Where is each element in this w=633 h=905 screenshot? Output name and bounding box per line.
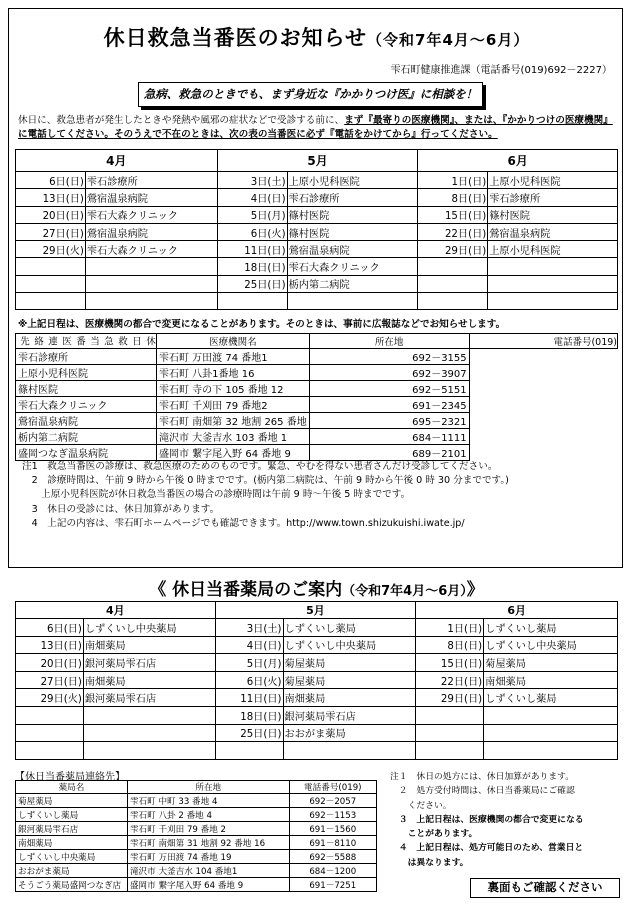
date-cell: 1日(日) [418, 172, 488, 189]
address: 雫石町 中町 33 番地 4 [127, 794, 289, 808]
facility-cell: 雫石大森クリニック [85, 206, 217, 223]
facility-cell: 篠村医院 [488, 206, 618, 223]
table-row [16, 836, 377, 850]
table-row [16, 258, 618, 275]
facility-cell: しずくいし薬局 [484, 689, 618, 707]
doctor-contact-table [15, 333, 618, 461]
date-cell: 3日(土) [217, 172, 287, 189]
table-row [16, 619, 618, 637]
doctor-schedule-table [15, 149, 618, 310]
facility-cell: しずくいし中央薬局 [283, 636, 416, 654]
facility-cell [85, 258, 217, 275]
date-cell: 18日(日) [215, 706, 283, 724]
facility-cell [85, 293, 217, 310]
date-cell: 25日(日) [215, 724, 283, 742]
facility-cell: 鶯宿温泉病院 [85, 189, 217, 206]
date-cell: 11日(日) [217, 241, 287, 258]
address: 雫石町 千刈田 79 番地 2 [127, 822, 289, 836]
table-row [16, 397, 618, 413]
table-row [16, 206, 618, 223]
pharmacy-notes [390, 770, 620, 870]
date-cell: 5日(月) [217, 206, 287, 223]
date-cell: 20日(日) [16, 654, 84, 672]
date-cell: 5日(月) [215, 654, 283, 672]
phone: 691－2345 [309, 397, 469, 413]
pharmacy-contact-table [15, 780, 377, 892]
date-cell: 1日(日) [416, 619, 484, 637]
date-cell: 27日(日) [16, 223, 86, 240]
address: 雫石町 寺の下 105 番地 12 [157, 381, 310, 397]
address: 雫石町 万田渡 74 番地1 [157, 349, 310, 365]
note-line: 4 上記の内容は、雫石町ホームページでも確認できます。http://www.town.shizukuishi.iwate.jp/ [22, 517, 465, 529]
month-header: 6月 [418, 150, 618, 172]
date-cell: 3日(土) [215, 619, 283, 637]
table-row [16, 445, 618, 461]
pharmacy-title: 《 休日当番薬局のご案内（令和7年4月～6月）》 [149, 580, 484, 600]
phone: 691－1560 [289, 822, 376, 836]
date-cell: 29日(火) [16, 241, 86, 258]
address: 雫石町 八卦 2 番地 4 [127, 808, 289, 822]
note-line: 2 診療時間は、午前 9 時から午後 0 時までです。(栃内第二病院は、午前 9 時から午後 0 時 30 分までです。) [22, 475, 509, 487]
date-cell: 15日(日) [418, 206, 488, 223]
col-header: 薬局名 [16, 781, 128, 794]
phone: 692－2057 [289, 794, 376, 808]
phone: 692－1153 [289, 808, 376, 822]
intro-text: 休日に、救急患者が発生したときや発熱や風邪の症状などで受診する前に、まず『最寄りの医療機関』、または、『かかりつけの医療機関』に電話してください。そのうえで不在のときは、次の表の当番医に必ず『電話をかけてから』行ってください。 [18, 115, 613, 140]
facility-cell: 南畑薬局 [83, 671, 215, 689]
facility-name: 雫石診療所 [16, 349, 157, 365]
note-line: 注１ 休日の処方には、休日加算があります。 [390, 772, 575, 782]
date-cell: 20日(日) [16, 206, 86, 223]
phone: 692－3907 [309, 365, 469, 381]
phone: 691－7251 [289, 878, 376, 892]
facility-cell [484, 706, 618, 724]
facility-name: 盛岡つなぎ温泉病院 [16, 445, 157, 461]
month-header: 4月 [16, 602, 216, 619]
facility-cell: しずくいし薬局 [283, 619, 416, 637]
date-cell: 29日(日) [418, 241, 488, 258]
note-line: ください。 [390, 800, 452, 811]
note-line: ことがあります。 [390, 829, 478, 840]
facility-name: 栃内第二病院 [16, 429, 157, 445]
facility-cell: 雫石大森クリニック [287, 258, 418, 275]
facility-cell: 菊屋薬局 [283, 654, 416, 672]
date-cell: 13日(日) [16, 189, 86, 206]
table-row [16, 654, 618, 672]
date-cell: 4日(日) [215, 636, 283, 654]
table-row [16, 349, 618, 365]
table-row [16, 381, 618, 397]
pharmacy-name: しずくいし薬局 [16, 808, 128, 822]
date-cell [16, 293, 86, 310]
note-line: 注1 救急当番医の診療は、救急医療のためのものです。緊急、やむを得ない患者さんだけ受診してください。 [22, 461, 498, 472]
date-cell [16, 275, 86, 292]
note-line: ４ 上記日程は、処方可能日のため、営業日と [390, 843, 584, 854]
date-cell: 8日(日) [416, 636, 484, 654]
address: 雫石町 南畑第 32 地割 265 番地 [157, 413, 310, 429]
note-line: ２ 処方受付時間は、休日当番薬局にご確認 [390, 786, 575, 797]
facility-cell: 菊屋薬局 [484, 654, 618, 672]
date-cell: 15日(日) [416, 654, 484, 672]
phone: 692－5588 [289, 850, 376, 864]
pharmacy-name: おおがま薬局 [16, 864, 128, 878]
facility-cell: 栃内第二病院 [287, 275, 418, 292]
facility-cell: 上原小児科医院 [287, 172, 418, 189]
address: 盛岡市 繋字尾入野 64 番地 9 [127, 878, 289, 892]
date-cell [16, 724, 84, 742]
date-cell: 4日(日) [217, 189, 287, 206]
date-cell: 18日(日) [217, 258, 287, 275]
facility-cell [488, 293, 618, 310]
table-row [16, 365, 618, 381]
facility-cell [83, 742, 215, 760]
facility-cell [83, 724, 215, 742]
table-row [16, 878, 377, 892]
facility-cell: 雫石診療所 [85, 172, 217, 189]
address: 滝沢市 大釜吉水 104 番地1 [127, 864, 289, 878]
pharmacy-name: 銀河薬局雫石店 [16, 822, 128, 836]
date-cell: 6日(火) [217, 223, 287, 240]
month-header: 5月 [215, 602, 416, 619]
col-header: 医療機関名 [157, 334, 310, 349]
facility-cell [287, 293, 418, 310]
facility-name: 鶯宿温泉病院 [16, 413, 157, 429]
facility-cell: 上原小児科医院 [488, 241, 618, 258]
doctor-notes [22, 460, 612, 531]
slogan-banner: 急病、救急のときでも、まず身近な『かかりつけ医』に相談を！ [138, 82, 483, 107]
pharmacy-schedule-table [15, 601, 618, 760]
note-line: 3 休日の受診には、休日加算があります。 [22, 503, 220, 515]
table-row [16, 241, 618, 258]
facility-cell: 銀河薬局雫石店 [83, 654, 215, 672]
pharmacy-name: そうごう薬局盛岡つなぎ店 [16, 878, 128, 892]
table-row [16, 429, 618, 445]
facility-cell: しずくいし薬局 [484, 619, 618, 637]
col-header: 電話番号(019) [469, 334, 617, 349]
phone: 695－2321 [309, 413, 469, 429]
phone: 684－1111 [309, 429, 469, 445]
table-row [16, 850, 377, 864]
facility-cell [488, 275, 618, 292]
facility-name: 上原小児科医院 [16, 365, 157, 381]
note-line: 上原小児科医院が休日救急当番医の場合の診療時間は午前 9 時～午後 5 時までです。 [22, 489, 411, 501]
date-cell: 6日(火) [215, 671, 283, 689]
date-cell [16, 706, 84, 724]
table-row [16, 223, 618, 240]
facility-cell: 南畑薬局 [283, 689, 416, 707]
phone: 692－5151 [309, 381, 469, 397]
month-header: 4月 [16, 150, 218, 172]
facility-cell: しずくいし中央薬局 [83, 619, 215, 637]
table-row [16, 636, 618, 654]
facility-cell [488, 258, 618, 275]
pharmacy-name: 菊屋薬局 [16, 794, 128, 808]
address: 雫石町 万田渡 74 番地 19 [127, 850, 289, 864]
month-header: 6月 [416, 602, 618, 619]
date-cell: 27日(日) [16, 671, 84, 689]
table-row [16, 794, 377, 808]
date-cell [217, 293, 287, 310]
facility-cell: 南畑薬局 [484, 671, 618, 689]
facility-cell [83, 706, 215, 724]
date-cell: 25日(日) [217, 275, 287, 292]
page-title: 休日救急当番医のお知らせ（令和7年4月～6月） [103, 26, 530, 50]
date-cell [16, 258, 86, 275]
date-cell: 22日(日) [418, 223, 488, 240]
pharmacy-name: 南畑薬局 [16, 836, 128, 850]
phone: 691－8110 [289, 836, 376, 850]
facility-cell: 鶯宿温泉病院 [488, 223, 618, 240]
date-cell [416, 706, 484, 724]
facility-cell: 雫石診療所 [488, 189, 618, 206]
address: 雫石町 南畑第 31 地割 92 番地 16 [127, 836, 289, 850]
facility-cell: 篠村医院 [287, 206, 418, 223]
date-cell [418, 258, 488, 275]
address: 盛岡市 繋字尾入野 64 番地 9 [157, 445, 310, 461]
table-row [16, 864, 377, 878]
month-header: 5月 [217, 150, 418, 172]
table-row [16, 413, 618, 429]
address: 滝沢市 大釜吉水 103 番地 1 [157, 429, 310, 445]
date-cell: 13日(日) [16, 636, 84, 654]
table-row [16, 724, 618, 742]
date-cell [416, 742, 484, 760]
facility-cell: しずくいし中央薬局 [484, 636, 618, 654]
address: 雫石町 千刈田 79 番地2 [157, 397, 310, 413]
address: 雫石町 八卦1番地 16 [157, 365, 310, 381]
date-cell [215, 742, 283, 760]
col-header: 所在地 [309, 334, 469, 349]
phone: 689－2101 [309, 445, 469, 461]
table-row [16, 189, 618, 206]
date-cell: 22日(日) [416, 671, 484, 689]
date-cell: 11日(日) [215, 689, 283, 707]
facility-name: 雫石大森クリニック [16, 397, 157, 413]
date-cell [416, 724, 484, 742]
facility-cell [283, 742, 416, 760]
department-contact: 雫石町健康推進課（電話番号(019)692－2227） [390, 65, 612, 76]
see-back-box: 裏面もご確認ください [470, 878, 620, 898]
note-line: ３ 上記日程は、医療機関の都合で変更になる [390, 814, 584, 825]
table-row [16, 689, 618, 707]
date-cell: 8日(日) [418, 189, 488, 206]
facility-cell: 雫石診療所 [287, 189, 418, 206]
date-cell: 29日(火) [16, 689, 84, 707]
table-row [16, 742, 618, 760]
facility-cell: 銀河薬局雫石店 [83, 689, 215, 707]
date-cell: 6日(日) [16, 172, 86, 189]
table-row [16, 822, 377, 836]
facility-cell: おおがま薬局 [283, 724, 416, 742]
facility-name: 篠村医院 [16, 381, 157, 397]
phone: 692－3155 [309, 349, 469, 365]
table-row [16, 293, 618, 310]
facility-cell [484, 724, 618, 742]
date-cell [16, 742, 84, 760]
col-header: 電話番号(019) [289, 781, 376, 794]
facility-cell: 雫石大森クリニック [85, 241, 217, 258]
table-row [16, 172, 618, 189]
table-row [16, 808, 377, 822]
table-row [16, 671, 618, 689]
note-line: は異なります。 [390, 857, 469, 868]
col-header: 所在地 [127, 781, 289, 794]
contact-side-label: 休日救急当番医連絡先 [16, 334, 157, 349]
schedule-note: ※上記日程は、医療機関の都合で変更になることがあります。そのときは、事前に広報誌などでお知らせします。 [18, 319, 506, 330]
date-cell [418, 275, 488, 292]
facility-cell [85, 275, 217, 292]
date-cell: 29日(日) [416, 689, 484, 707]
facility-cell: 上原小児科医院 [488, 172, 618, 189]
date-cell [418, 293, 488, 310]
facility-cell: 銀河薬局雫石店 [283, 706, 416, 724]
table-row [16, 706, 618, 724]
phone: 684－1200 [289, 864, 376, 878]
table-row [16, 275, 618, 292]
pharmacy-name: しずくいし中央薬局 [16, 850, 128, 864]
facility-cell: 菊屋薬局 [283, 671, 416, 689]
facility-cell: 鶯宿温泉病院 [287, 241, 418, 258]
facility-cell: 南畑薬局 [83, 636, 215, 654]
pharmacy-contact-label: 【休日当番薬局連絡先】 [15, 772, 125, 783]
facility-cell [484, 742, 618, 760]
facility-cell: 鶯宿温泉病院 [85, 223, 217, 240]
facility-cell: 篠村医院 [287, 223, 418, 240]
date-cell: 6日(日) [16, 619, 84, 637]
